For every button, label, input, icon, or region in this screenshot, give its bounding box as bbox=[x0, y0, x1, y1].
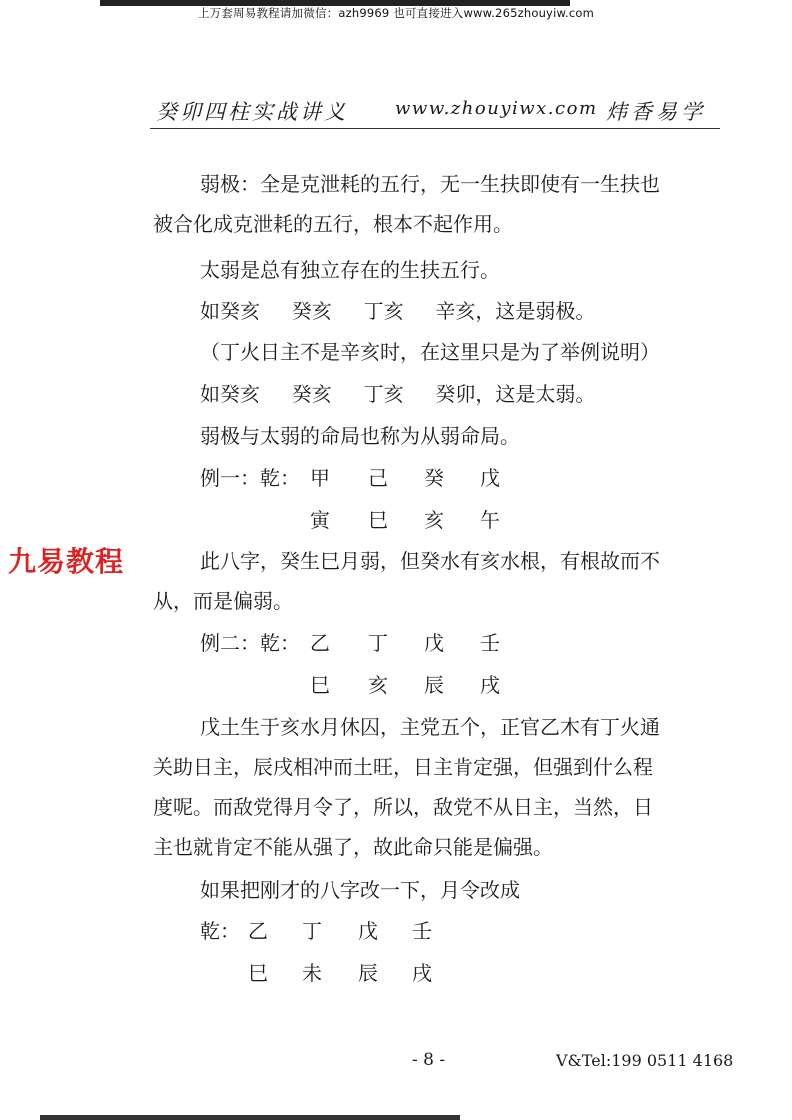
page-number: - 8 - bbox=[412, 1050, 446, 1070]
example-2-stem: 乙 bbox=[310, 631, 330, 655]
paragraph-line: 如癸亥 癸亥 丁亥 癸卯，这是太弱。 bbox=[200, 382, 596, 406]
paragraph-line: 关助日主，辰戌相冲而土旺，日主肯定强，但强到什么程 bbox=[153, 755, 653, 779]
example-2-stem: 戊 bbox=[424, 631, 444, 655]
example-1-stem: 甲 bbox=[310, 466, 330, 490]
top-banner: 上万套周易教程请加微信：azh9969 也可直接进入www.265zhouyiw.com bbox=[197, 6, 595, 20]
example-2-branch: 亥 bbox=[368, 673, 388, 697]
paragraph-line: 从，而是偏弱。 bbox=[153, 589, 293, 613]
example-1-label: 例一：乾： bbox=[200, 466, 300, 490]
page-header bbox=[150, 92, 720, 129]
example-1-stem: 戊 bbox=[480, 466, 500, 490]
example-3-stem: 乙 bbox=[248, 919, 268, 943]
paragraph-line: 被合化成克泄耗的五行，根本不起作用。 bbox=[153, 212, 513, 236]
example-3-branch: 巳 bbox=[248, 961, 268, 985]
paragraph-line: （丁火日主不是辛亥时，在这里只是为了举例说明） bbox=[200, 340, 660, 364]
example-1-branch: 寅 bbox=[310, 508, 330, 532]
paragraph-line: 戊土生于亥水月休囚，主党五个，正官乙木有丁火通 bbox=[200, 715, 660, 739]
example-3-branch: 戌 bbox=[412, 961, 432, 985]
example-1-stem: 癸 bbox=[424, 466, 444, 490]
example-3-branch: 未 bbox=[302, 961, 322, 985]
example-3-label: 乾： bbox=[200, 919, 240, 943]
example-1-branch: 午 bbox=[480, 508, 500, 532]
example-2-stem: 壬 bbox=[480, 631, 500, 655]
paragraph-line: 度呢。而敌党得月令了，所以，敌党不从日主，当然，日 bbox=[153, 795, 653, 819]
paragraph-line: 弱极与太弱的命局也称为从弱命局。 bbox=[200, 424, 520, 448]
header-title: 癸卯四柱实战讲义 bbox=[156, 100, 348, 124]
example-1-stem: 己 bbox=[368, 466, 388, 490]
paragraph-line: 如果把刚才的八字改一下，月令改成 bbox=[200, 878, 520, 902]
paragraph-line: 主也就肯定不能从强了，故此命只能是偏强。 bbox=[153, 835, 553, 859]
example-2-stem: 丁 bbox=[368, 631, 388, 655]
example-2-branch: 辰 bbox=[424, 673, 444, 697]
header-url: www.zhouyiwx.com bbox=[395, 98, 598, 119]
scan-edge-bottom bbox=[40, 1115, 460, 1120]
example-1-branch: 亥 bbox=[424, 508, 444, 532]
example-2-label: 例二：乾： bbox=[200, 631, 300, 655]
contact-info: V&Tel:199 0511 4168 bbox=[556, 1051, 734, 1070]
example-3-stem: 丁 bbox=[302, 919, 322, 943]
example-3-stem: 壬 bbox=[412, 919, 432, 943]
paragraph-line: 太弱是总有独立存在的生扶五行。 bbox=[200, 258, 500, 282]
example-2-branch: 戌 bbox=[480, 673, 500, 697]
header-author: 炜香易学 bbox=[606, 100, 706, 124]
watermark-text: 九易教程 bbox=[8, 545, 125, 578]
example-3-stem: 戊 bbox=[358, 919, 378, 943]
paragraph-line: 弱极：全是克泄耗的五行，无一生扶即使有一生扶也 bbox=[200, 172, 660, 196]
example-1-branch: 巳 bbox=[368, 508, 388, 532]
example-2-branch: 巳 bbox=[310, 673, 330, 697]
paragraph-line: 如癸亥 癸亥 丁亥 辛亥，这是弱极。 bbox=[200, 299, 596, 323]
example-3-branch: 辰 bbox=[358, 961, 378, 985]
paragraph-line: 此八字，癸生巳月弱，但癸水有亥水根，有根故而不 bbox=[200, 549, 660, 573]
